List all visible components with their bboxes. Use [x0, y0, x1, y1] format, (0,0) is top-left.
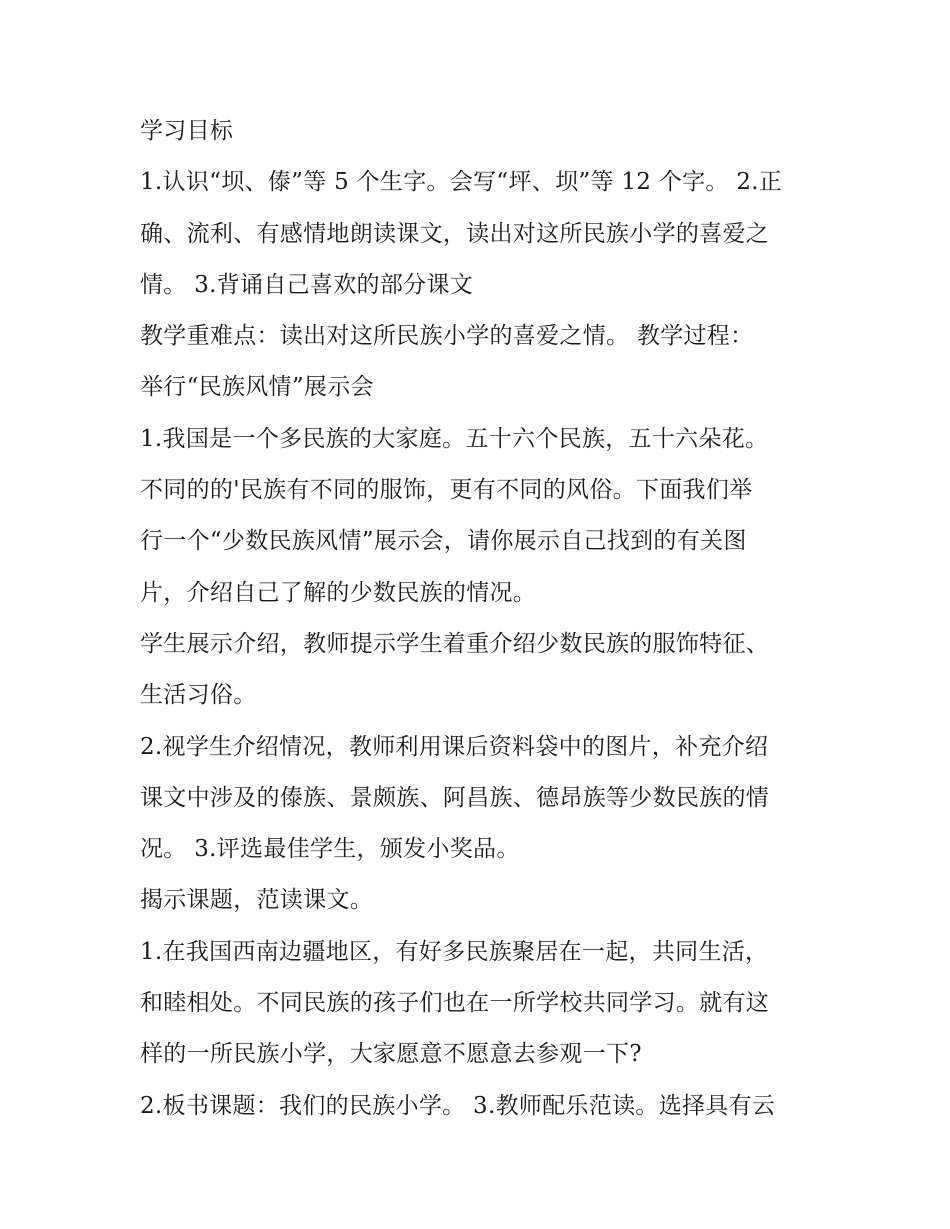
text-line: 学生展示介绍，教师提示学生着重介绍少数民族的服饰特征、	[140, 630, 770, 657]
section-heading: 揭示课题，范读课文。	[140, 887, 373, 914]
text-line: 况。 3.评选最佳学生，颁发小奖品。	[140, 836, 520, 863]
text-line: 课文中涉及的傣族、景颇族、阿昌族、德昂族等少数民族的情	[140, 784, 770, 811]
text-line: 1.认识“坝、傣”等 5 个生字。会写“坪、坝”等 12 个字。 2.正	[140, 169, 783, 196]
text-line: 确、流利、有感情地朗读课文，读出对这所民族小学的喜爱之	[140, 220, 770, 247]
text-line: 1.在我国西南边疆地区，有好多民族聚居在一起，共同生活，	[140, 938, 769, 965]
text-line: 2.视学生介绍情况，教师利用课后资料袋中的图片，补充介绍	[140, 733, 769, 760]
text-line: 情。 3.背诵自己喜欢的部分课文	[140, 271, 474, 298]
heading-learning-objectives: 学习目标	[140, 118, 234, 144]
text-line: 片，介绍自己了解的少数民族的情况。	[140, 579, 537, 606]
text-line: 不同的的'民族有不同的服饰，更有不同的风俗。下面我们举	[140, 477, 753, 504]
text-line: 样的一所民族小学，大家愿意不愿意去参观一下?	[140, 1041, 642, 1068]
text-line: 生活习俗。	[140, 682, 257, 709]
text-line: 教学重难点：读出对这所民族小学的喜爱之情。 教学过程：	[140, 323, 754, 350]
section-heading: 举行“民族风情”展示会	[140, 374, 374, 401]
text-line: 行一个“少数民族风情”展示会，请你展示自己找到的有关图	[140, 528, 747, 555]
document-body	[140, 106, 820, 1132]
text-line: 2.板书课题：我们的民族小学。 3.教师配乐范读。选择具有云	[140, 1092, 776, 1119]
text-line: 和睦相处。不同民族的孩子们也在一所学校共同学习。就有这	[140, 990, 770, 1017]
text-line: 1.我国是一个多民族的大家庭。五十六个民族，五十六朵花。	[140, 425, 769, 452]
